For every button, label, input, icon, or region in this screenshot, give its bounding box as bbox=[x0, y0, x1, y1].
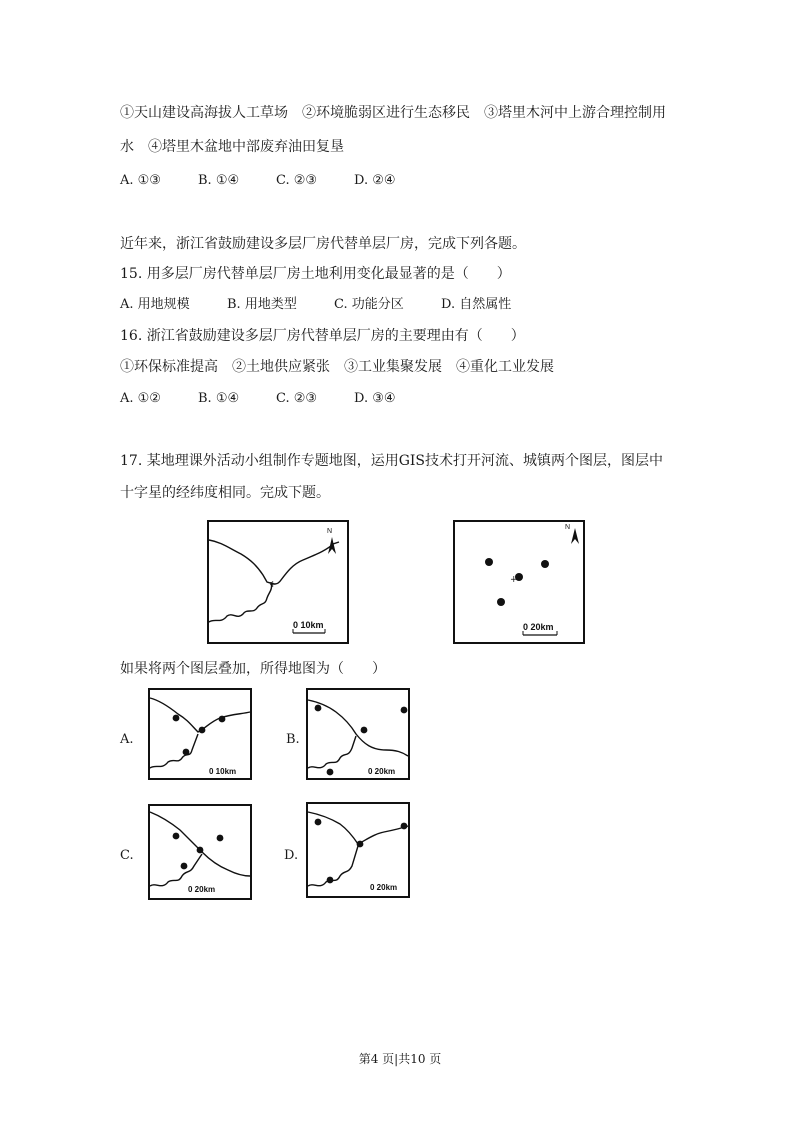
scale-label: 0 10km bbox=[209, 767, 237, 776]
q16-statements: ①环保标准提高 ②土地供应紧张 ③工业集聚发展 ④重化工业发展 bbox=[120, 359, 554, 375]
q14-statement-line2: 水 ④塔里木盆地中部废弃油田复垦 bbox=[120, 139, 344, 155]
scale-label: 0 20km bbox=[188, 885, 216, 894]
scale-label: 0 10km bbox=[293, 620, 324, 630]
svg-text:+: + bbox=[269, 580, 277, 590]
q14-option-a: A. ①③ bbox=[120, 173, 161, 188]
q15-option-d: D. 自然属性 bbox=[441, 297, 512, 312]
q15-stem: 15. 用多层厂房代替单层厂房土地利用变化最显著的是（ ） bbox=[120, 266, 511, 282]
q14-options bbox=[120, 172, 396, 190]
q15-option-b: B. 用地类型 bbox=[227, 297, 297, 312]
q14-option-c: C. ②③ bbox=[276, 173, 318, 188]
q17-stem-line2: 十字星的经纬度相同。完成下题。 bbox=[120, 485, 330, 501]
choice-a-map[interactable] bbox=[148, 688, 252, 780]
choice-d-map[interactable] bbox=[306, 802, 410, 898]
choice-c-map[interactable] bbox=[148, 804, 252, 900]
q16-option-b: B. ①④ bbox=[198, 391, 240, 406]
svg-text:+: + bbox=[510, 575, 518, 585]
q16-stem: 16. 浙江省鼓励建设多层厂房代替单层厂房的主要理由有（ ） bbox=[120, 328, 525, 344]
q16-option-c: C. ②③ bbox=[276, 391, 318, 406]
page-footer: 第4 页|共10 页 bbox=[358, 1052, 442, 1066]
choice-c-label[interactable]: C. bbox=[120, 848, 134, 863]
scale-label: 0 20km bbox=[370, 883, 398, 892]
q16-options bbox=[120, 390, 396, 408]
q17-question: 如果将两个图层叠加，所得地图为（ ） bbox=[120, 661, 386, 677]
intro-15-16: 近年来，浙江省鼓励建设多层厂房代替单层厂房，完成下列各题。 bbox=[120, 236, 526, 252]
q16-option-a: A. ①② bbox=[120, 391, 161, 406]
q17-stem-line1: 17. 某地理课外活动小组制作专题地图，运用GIS技术打开河流、城镇两个图层，图层中 bbox=[120, 453, 664, 469]
q14-option-d: D. ②④ bbox=[354, 173, 396, 188]
q15-option-a: A. 用地规模 bbox=[120, 297, 190, 312]
scale-label: 0 20km bbox=[368, 767, 396, 776]
map-layer-river bbox=[207, 520, 349, 644]
north-label: N bbox=[327, 528, 333, 535]
choice-a-label[interactable]: A. bbox=[120, 732, 134, 747]
choice-b-map[interactable] bbox=[306, 688, 410, 780]
choice-b-label[interactable]: B. bbox=[286, 732, 300, 747]
q16-option-d: D. ③④ bbox=[354, 391, 396, 406]
q14-statement-line1: ①天山建设高海拔人工草场 ②环境脆弱区进行生态移民 ③塔里木河中上游合理控制用 bbox=[120, 105, 666, 121]
q14-option-b: B. ①④ bbox=[198, 173, 240, 188]
map-layer-towns bbox=[453, 520, 585, 644]
choice-d-label[interactable]: D. bbox=[284, 848, 299, 863]
north-label: N bbox=[565, 524, 571, 531]
q15-option-c: C. 功能分区 bbox=[334, 297, 404, 312]
q15-options bbox=[120, 296, 511, 314]
scale-label: 0 20km bbox=[523, 622, 554, 632]
